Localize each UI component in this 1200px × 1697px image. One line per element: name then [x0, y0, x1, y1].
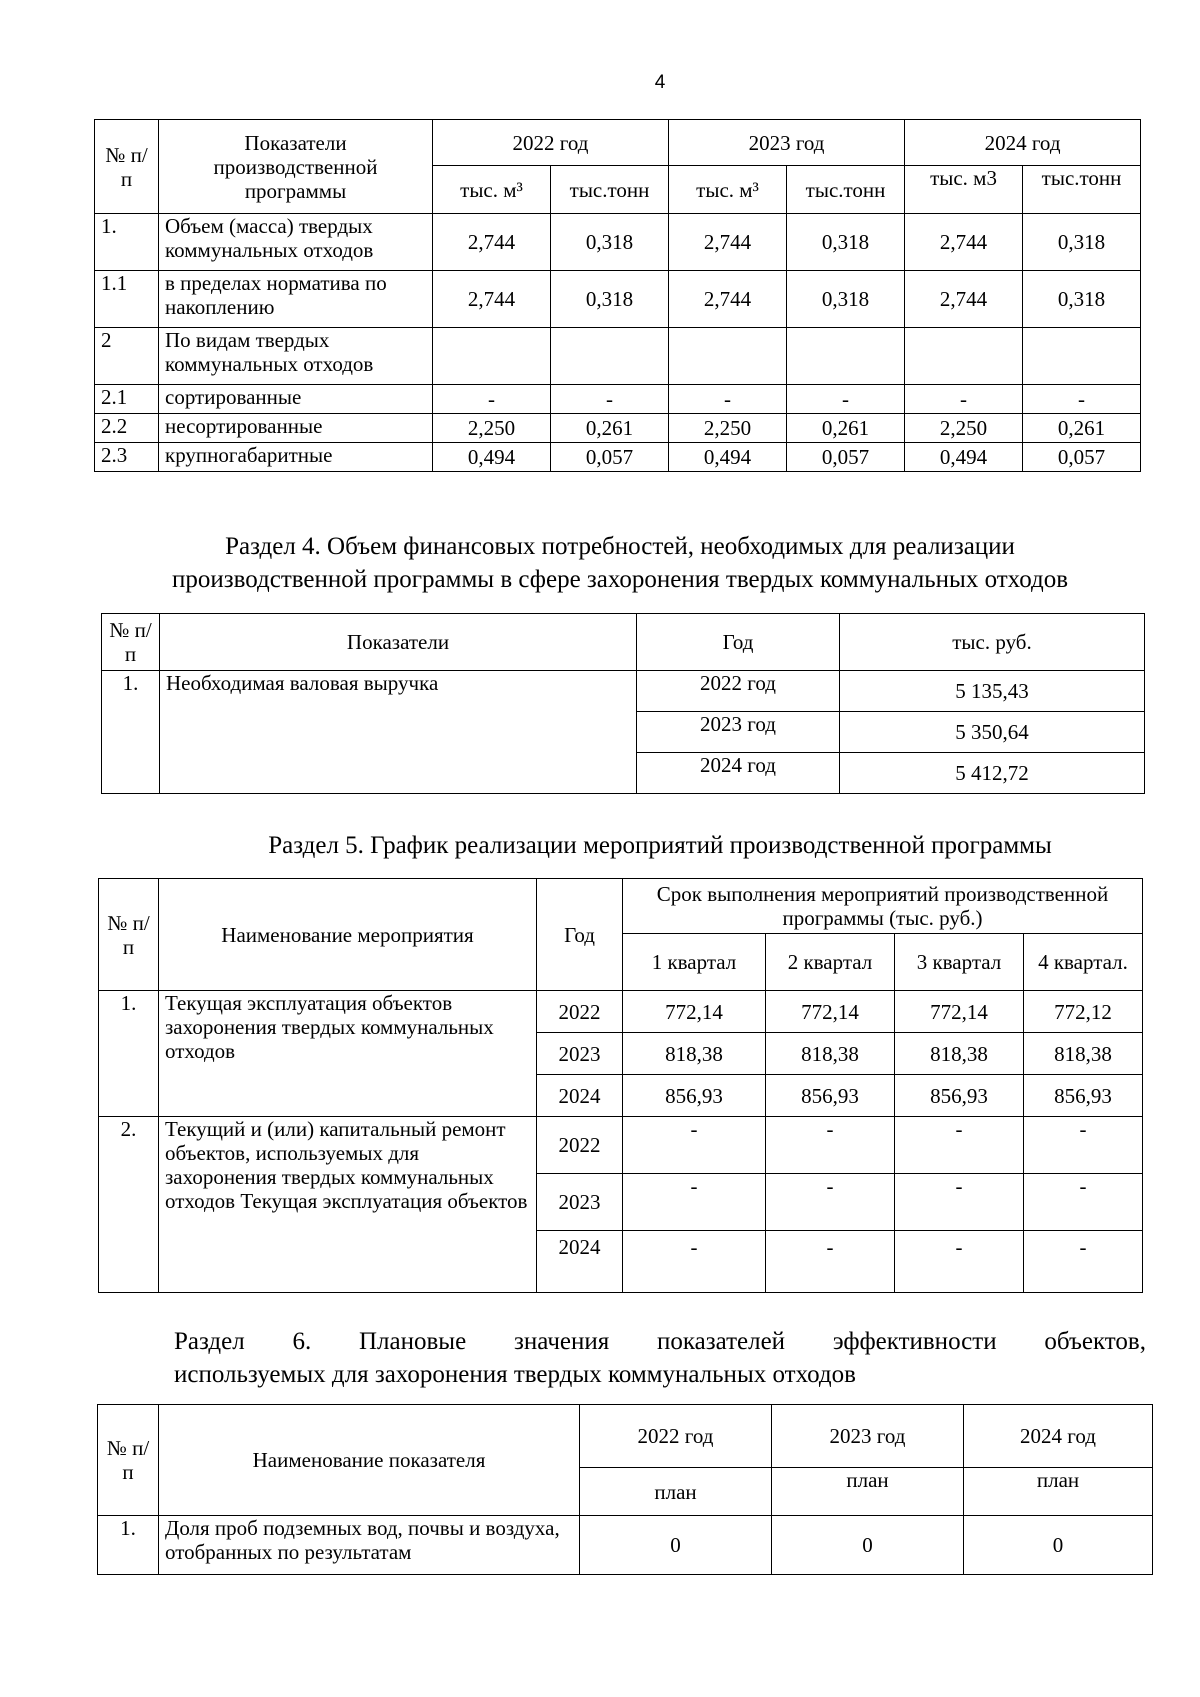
title-word: эффективности: [832, 1328, 997, 1355]
section-6-title-line: [174, 1325, 1146, 1358]
value-cell: -: [766, 1231, 895, 1293]
section-6-title: [174, 1325, 1146, 1391]
value-cell: 818,38: [895, 1033, 1024, 1075]
value-cell: [905, 328, 1023, 385]
value-cell: 0,261: [1023, 414, 1141, 443]
table-row: [95, 328, 1141, 385]
value-cell: 0,318: [551, 214, 669, 271]
value-cell: -: [551, 385, 669, 414]
title-word: Раздел: [174, 1328, 245, 1355]
header-name: Наименование мероприятия: [159, 879, 537, 991]
table-row: [98, 1516, 1153, 1575]
value-cell: 772,12: [1024, 991, 1143, 1033]
value-cell: -: [623, 1117, 766, 1174]
unit-tons: тыс.тонн: [551, 166, 669, 214]
year-cell: 2023: [537, 1033, 623, 1075]
header-q2: 2 квартал: [766, 934, 895, 991]
header-q3: 3 квартал: [895, 934, 1024, 991]
value-cell: 0,261: [551, 414, 669, 443]
plan-label: план: [772, 1468, 964, 1516]
row-num: 2.1: [95, 385, 159, 414]
row-name: Текущая эксплуатация объектов захоронения твердых коммунальных отходов: [159, 991, 537, 1117]
header-year: Год: [637, 614, 840, 671]
header-num: № п/п: [95, 120, 159, 214]
title-word: 6.: [292, 1328, 312, 1355]
production-volume-table: [94, 119, 1141, 472]
value-cell: -: [1024, 1174, 1143, 1231]
efficiency-table: [97, 1404, 1153, 1575]
year-cell: 2024: [537, 1075, 623, 1117]
row-num: 2.3: [95, 443, 159, 472]
header-num: № п/п: [102, 614, 160, 671]
value-cell: 0,318: [787, 214, 905, 271]
value-cell: 2,744: [905, 271, 1023, 328]
value-cell: 818,38: [766, 1033, 895, 1075]
value-cell: 818,38: [623, 1033, 766, 1075]
table-row: [99, 1117, 1143, 1174]
year-cell: 2024: [537, 1231, 623, 1293]
unit-m3: тыс. м³: [433, 166, 551, 214]
row-name: несортированные: [159, 414, 433, 443]
title-word: Плановые: [359, 1328, 467, 1355]
row-num: 1.1: [95, 271, 159, 328]
value-cell: 818,38: [1024, 1033, 1143, 1075]
value-cell: -: [623, 1231, 766, 1293]
value-cell: 856,93: [895, 1075, 1024, 1117]
unit-m3: тыс. м³: [669, 166, 787, 214]
title-word: значения: [513, 1328, 610, 1355]
value-cell: 0,318: [551, 271, 669, 328]
plan-label: план: [580, 1468, 772, 1516]
section-4-title: [100, 530, 1140, 596]
value-cell: -: [1024, 1117, 1143, 1174]
value-cell: 0,494: [905, 443, 1023, 472]
value-cell: 0,494: [669, 443, 787, 472]
value-cell: 2,744: [433, 214, 551, 271]
section-5-title: Раздел 5. График реализации мероприятий производственной программы: [268, 832, 1052, 859]
value-cell: [1023, 328, 1141, 385]
schedule-table: [98, 878, 1143, 1293]
header-year-2024: 2024 год: [964, 1405, 1153, 1468]
row-num: 2.2: [95, 414, 159, 443]
value-cell: 0,318: [1023, 271, 1141, 328]
value-cell: 856,93: [766, 1075, 895, 1117]
unit-tons: тыс.тонн: [1023, 166, 1141, 214]
year-cell: 2023: [537, 1174, 623, 1231]
value-cell: 0: [772, 1516, 964, 1575]
value-cell: 2,250: [905, 414, 1023, 443]
row-name: Объем (масса) твердых коммунальных отходов: [159, 214, 433, 271]
value-cell: [551, 328, 669, 385]
value-cell: 0: [580, 1516, 772, 1575]
value-cell: -: [623, 1174, 766, 1231]
value-cell: -: [787, 385, 905, 414]
unit-m3: тыс. м3: [905, 166, 1023, 214]
value-cell: 0,057: [551, 443, 669, 472]
section-6-title-line: используемых для захоронения твердых коммунальных отходов: [174, 1361, 856, 1388]
row-name: Доля проб подземных вод, почвы и воздуха, отобранных по результатам: [159, 1516, 580, 1575]
value-cell: 772,14: [766, 991, 895, 1033]
row-num: 1.: [98, 1516, 159, 1575]
table-row: [99, 991, 1143, 1033]
table-row: [95, 385, 1141, 414]
row-name: Текущий и (или) капитальный ремонт объектов, используемых для захоронения твердых коммунальных отходов Текущая эксплуатация объектов: [159, 1117, 537, 1293]
value-cell: 0,057: [1023, 443, 1141, 472]
row-name: По видам твердых коммунальных отходов: [159, 328, 433, 385]
value-cell: 772,14: [623, 991, 766, 1033]
value-cell: 2,744: [669, 271, 787, 328]
value-cell: -: [766, 1174, 895, 1231]
section-4-title-line: производственной программы в сфере захоронения твердых коммунальных отходов: [171, 566, 1069, 593]
value-cell: -: [669, 385, 787, 414]
value-cell: -: [1024, 1231, 1143, 1293]
row-name: в пределах норматива по накоплению: [159, 271, 433, 328]
header-indicator: Показатели: [160, 614, 637, 671]
value-cell: 772,14: [895, 991, 1024, 1033]
row-name: крупногабаритные: [159, 443, 433, 472]
value-cell: -: [766, 1117, 895, 1174]
value-cell: 5 135,43: [840, 671, 1145, 712]
header-period: Срок выполнения мероприятий производственной программы (тыс. руб.): [623, 879, 1143, 934]
value-cell: 2,250: [669, 414, 787, 443]
value-cell: 5 412,72: [840, 753, 1145, 794]
row-num: 1.: [99, 991, 159, 1117]
value-cell: -: [905, 385, 1023, 414]
table-row: [95, 271, 1141, 328]
header-num: № п/п: [99, 879, 159, 991]
header-year-2023: 2023 год: [669, 120, 905, 166]
value-cell: 0,494: [433, 443, 551, 472]
unit-tons: тыс.тонн: [787, 166, 905, 214]
value-cell: [433, 328, 551, 385]
financial-needs-table: [101, 613, 1145, 794]
value-cell: 856,93: [623, 1075, 766, 1117]
table-row: [102, 671, 1145, 712]
page-number: 4: [654, 72, 666, 93]
value-cell: -: [895, 1117, 1024, 1174]
header-year-2022: 2022 год: [433, 120, 669, 166]
value-cell: -: [895, 1174, 1024, 1231]
year-cell: 2022: [537, 1117, 623, 1174]
value-cell: 2,744: [905, 214, 1023, 271]
header-year-2022: 2022 год: [580, 1405, 772, 1468]
value-cell: -: [433, 385, 551, 414]
row-num: 1.: [102, 671, 160, 794]
value-cell: 856,93: [1024, 1075, 1143, 1117]
row-name: сортированные: [159, 385, 433, 414]
value-cell: 0,318: [1023, 214, 1141, 271]
header-year: Год: [537, 879, 623, 991]
header-num: № п/п: [98, 1405, 159, 1516]
value-cell: [669, 328, 787, 385]
year-cell: 2024 год: [637, 753, 840, 794]
value-cell: 2,250: [433, 414, 551, 443]
value-cell: 2,744: [669, 214, 787, 271]
year-cell: 2023 год: [637, 712, 840, 753]
value-cell: 0,318: [787, 271, 905, 328]
value-cell: 2,744: [433, 271, 551, 328]
row-name: Необходимая валовая выручка: [160, 671, 637, 794]
plan-label: план: [964, 1468, 1153, 1516]
header-q1: 1 квартал: [623, 934, 766, 991]
year-cell: 2022: [537, 991, 623, 1033]
year-cell: 2022 год: [637, 671, 840, 712]
header-year-2023: 2023 год: [772, 1405, 964, 1468]
value-cell: -: [895, 1231, 1024, 1293]
header-name: Наименование показателя: [159, 1405, 580, 1516]
row-num: 2.: [99, 1117, 159, 1293]
value-cell: -: [1023, 385, 1141, 414]
row-num: 1.: [95, 214, 159, 271]
table-row: [95, 214, 1141, 271]
table-row: [95, 443, 1141, 472]
value-cell: 0,261: [787, 414, 905, 443]
value-cell: [787, 328, 905, 385]
header-year-2024: 2024 год: [905, 120, 1141, 166]
section-4-title-line: Раздел 4. Объем финансовых потребностей, необходимых для реализации: [225, 533, 1015, 560]
title-word: объектов,: [1044, 1328, 1146, 1355]
title-word: показателей: [657, 1328, 786, 1355]
row-num: 2: [95, 328, 159, 385]
value-cell: 5 350,64: [840, 712, 1145, 753]
table-row: [95, 414, 1141, 443]
header-value: тыс. руб.: [840, 614, 1145, 671]
value-cell: 0,057: [787, 443, 905, 472]
header-q4: 4 квартал.: [1024, 934, 1143, 991]
header-indicator: Показатели производственной программы: [159, 120, 433, 214]
value-cell: 0: [964, 1516, 1153, 1575]
